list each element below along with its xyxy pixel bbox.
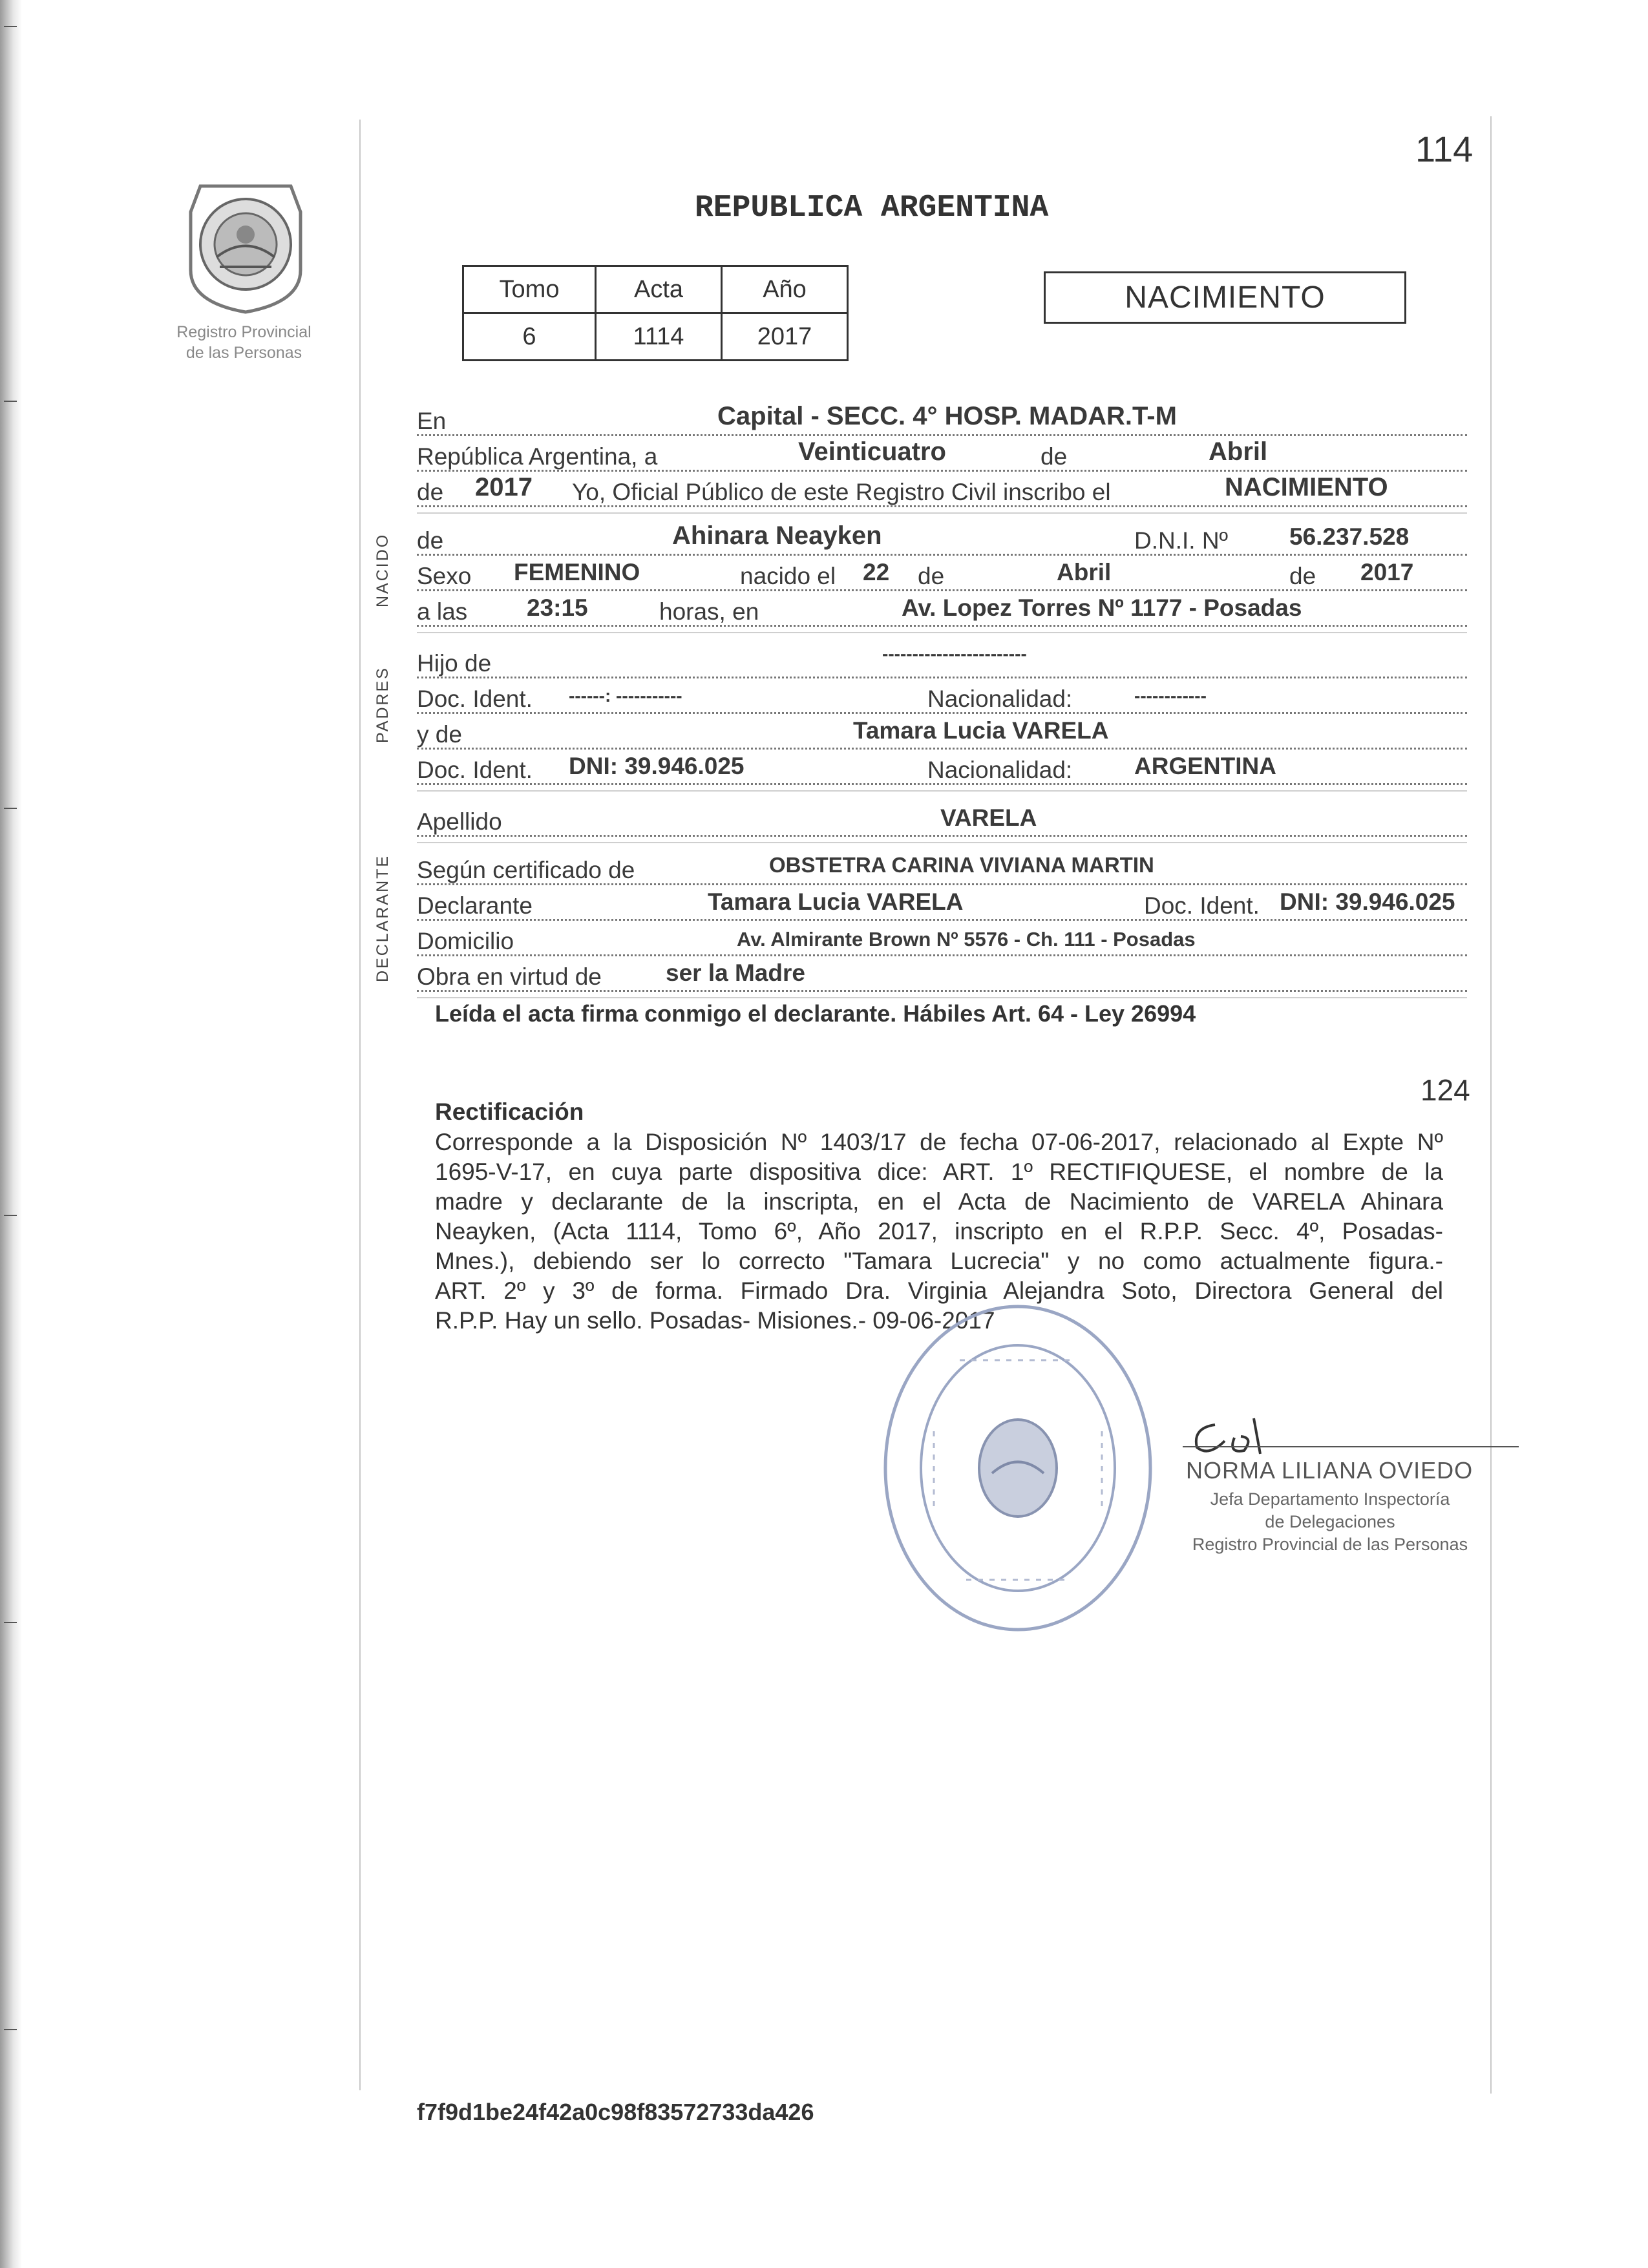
nac2-label: Nacionalidad: <box>927 757 1073 783</box>
tomo-label: Tomo <box>463 266 596 313</box>
en-value: Capital - SECC. 4° HOSP. MADAR.T-M <box>717 402 1177 430</box>
binding-edge <box>0 0 22 2268</box>
dia-value: Veinticuatro <box>798 437 946 466</box>
nac1-value: ------------ <box>1134 686 1207 706</box>
official-stamp-icon <box>882 1302 1154 1635</box>
signatory-role-3: Registro Provincial de las Personas <box>1192 1535 1468 1554</box>
ano-label: Año <box>722 266 848 313</box>
rectificacion-line: 1695-V-17, en cuya parte dispositiva dice: ART. 1º RECTIFIQUESE, el nombre de la <box>435 1159 1443 1185</box>
row-sexo <box>417 559 1467 595</box>
rectificacion-title: Rectificación <box>435 1098 584 1125</box>
alas-label: a las <box>417 598 468 625</box>
document-hash: f7f9d1be24f42a0c98f83572733da426 <box>417 2099 814 2125</box>
domicilio-label: Domicilio <box>417 928 514 954</box>
doc3-label: Doc. Ident. <box>1144 892 1260 919</box>
obra-value: ser la Madre <box>666 960 805 986</box>
nac-anio: 2017 <box>1360 559 1414 585</box>
registry-caption-line-2: de las Personas <box>185 344 302 362</box>
doc3-value: DNI: 39.946.025 <box>1280 888 1455 915</box>
registry-caption-line-1: Registro Provincial <box>176 323 312 341</box>
row-doc2 <box>417 753 1467 789</box>
leida-statement: Leída el acta firma conmigo el declarante. Hábiles Art. 64 - Ley 26994 <box>435 1000 1196 1027</box>
signatory-role-2: de Delegaciones <box>1265 1512 1395 1531</box>
en-label: En <box>417 408 447 434</box>
horas-label: horas, en <box>659 598 759 625</box>
nac-de-label: de <box>918 563 945 589</box>
row-declarante <box>417 888 1467 925</box>
sexo-value: FEMENINO <box>514 559 640 585</box>
yde-label: y de <box>417 721 462 748</box>
segun-value: OBSTETRA CARINA VIVIANA MARTIN <box>769 853 1154 877</box>
margin-line-right <box>1490 116 1492 2094</box>
nac2-value: ARGENTINA <box>1134 753 1276 779</box>
apellido-value: VARELA <box>940 804 1037 831</box>
row-domicilio <box>417 924 1467 960</box>
row-inscribo <box>417 475 1467 511</box>
madre-value: Tamara Lucia VARELA <box>853 717 1109 744</box>
dni-label: D.N.I. Nº <box>1134 527 1229 554</box>
hijo-label: Hijo de <box>417 650 492 677</box>
document-title: REPUBLICA ARGENTINA <box>695 191 1049 226</box>
nombre-de-label: de <box>417 527 444 554</box>
hora-value: 23:15 <box>527 594 588 621</box>
row-doc1 <box>417 682 1467 718</box>
margin-line-left <box>359 120 361 2090</box>
de2-label: de <box>417 479 444 505</box>
anio-value: 2017 <box>475 473 533 501</box>
tomo-acta-ano-table <box>462 265 849 361</box>
nac-de2-label: de <box>1289 563 1316 589</box>
sexo-label: Sexo <box>417 563 472 589</box>
nac-dia: 22 <box>863 559 890 585</box>
side-label-padres: PADRES <box>374 666 392 743</box>
nacido-label: nacido el <box>740 563 836 589</box>
row-apellido <box>417 804 1467 841</box>
rectificacion-line: madre y declarante de la inscripta, en el Acta de Nacimiento de VARELA Ahinara <box>435 1188 1443 1215</box>
side-label-declarante: DECLARANTE <box>374 854 392 982</box>
signatory-name: NORMA LILIANA OVIEDO <box>1186 1457 1474 1484</box>
rectificacion-line: Neayken, (Acta 1114, Tomo 6º, Año 2017, inscripto en el R.P.P. Secc. 4º, Posadas- <box>435 1218 1443 1244</box>
declarante-label: Declarante <box>417 892 533 919</box>
doc2-value: DNI: 39.946.025 <box>569 753 745 779</box>
row-hora <box>417 594 1467 631</box>
nombre-value: Ahinara Neayken <box>672 521 882 550</box>
row-segun <box>417 853 1467 889</box>
rectificacion-line: ART. 2º y 3º de forma. Firmado Dra. Virginia Alejandra Soto, Directora General del <box>435 1277 1443 1304</box>
yo-label: Yo, Oficial Público de este Registro Civil inscribo el <box>572 479 1111 505</box>
rectificacion-line: Corresponde a la Disposición Nº 1403/17 de fecha 07-06-2017, relacionado al Expte Nº <box>435 1129 1443 1155</box>
page-number: 114 <box>1415 129 1474 169</box>
de-label: de <box>1041 443 1068 470</box>
acta-label: Acta <box>596 266 722 313</box>
declarante-value: Tamara Lucia VARELA <box>708 888 964 915</box>
doc1-value: ------: ----------- <box>569 686 682 706</box>
segun-label: Según certificado de <box>417 857 635 883</box>
row-republica <box>417 439 1467 476</box>
rectificacion-line: Mnes.), debiendo ser lo correcto "Tamara Lucrecia" y no como actualmente figura.- <box>435 1248 1443 1274</box>
doc2-label: Doc. Ident. <box>417 757 533 783</box>
nac1-label: Nacionalidad: <box>927 686 1073 712</box>
obra-label: Obra en virtud de <box>417 963 602 990</box>
row-hijo <box>417 646 1467 682</box>
row-madre <box>417 717 1467 753</box>
row-obra <box>417 960 1467 996</box>
row-en <box>417 404 1467 440</box>
signature-line <box>1183 1446 1519 1447</box>
ano-value: 2017 <box>722 313 848 361</box>
doc1-label: Doc. Ident. <box>417 686 533 712</box>
lugar-value: Av. Lopez Torres Nº 1177 - Posadas <box>902 594 1302 621</box>
hijo-value: ------------------------ <box>882 644 1027 664</box>
inscribo-value: NACIMIENTO <box>1225 473 1388 501</box>
signatory-role-1: Jefa Departamento Inspectoría <box>1210 1489 1450 1509</box>
rectificacion-page-number: 124 <box>1421 1073 1470 1107</box>
apellido-label: Apellido <box>417 808 502 835</box>
nac-mes: Abril <box>1057 559 1112 585</box>
registry-caption <box>162 322 326 363</box>
signature-scribble-icon <box>1189 1412 1318 1464</box>
act-type-box: NACIMIENTO <box>1044 271 1406 324</box>
row-nombre <box>417 523 1467 560</box>
tomo-value: 6 <box>463 313 596 361</box>
mes-value: Abril <box>1209 437 1268 466</box>
acta-value: 1114 <box>596 313 722 361</box>
provincia-misiones-seal-icon <box>181 173 310 315</box>
domicilio-value: Av. Almirante Brown Nº 5576 - Ch. 111 - Posadas <box>737 928 1196 950</box>
rectificacion-line: R.P.P. Hay un sello. Posadas- Misiones.- 09-06-2017 <box>435 1307 995 1334</box>
republica-label: República Argentina, a <box>417 443 658 470</box>
side-label-nacido: NACIDO <box>374 532 392 607</box>
dni-value: 56.237.528 <box>1289 523 1410 550</box>
